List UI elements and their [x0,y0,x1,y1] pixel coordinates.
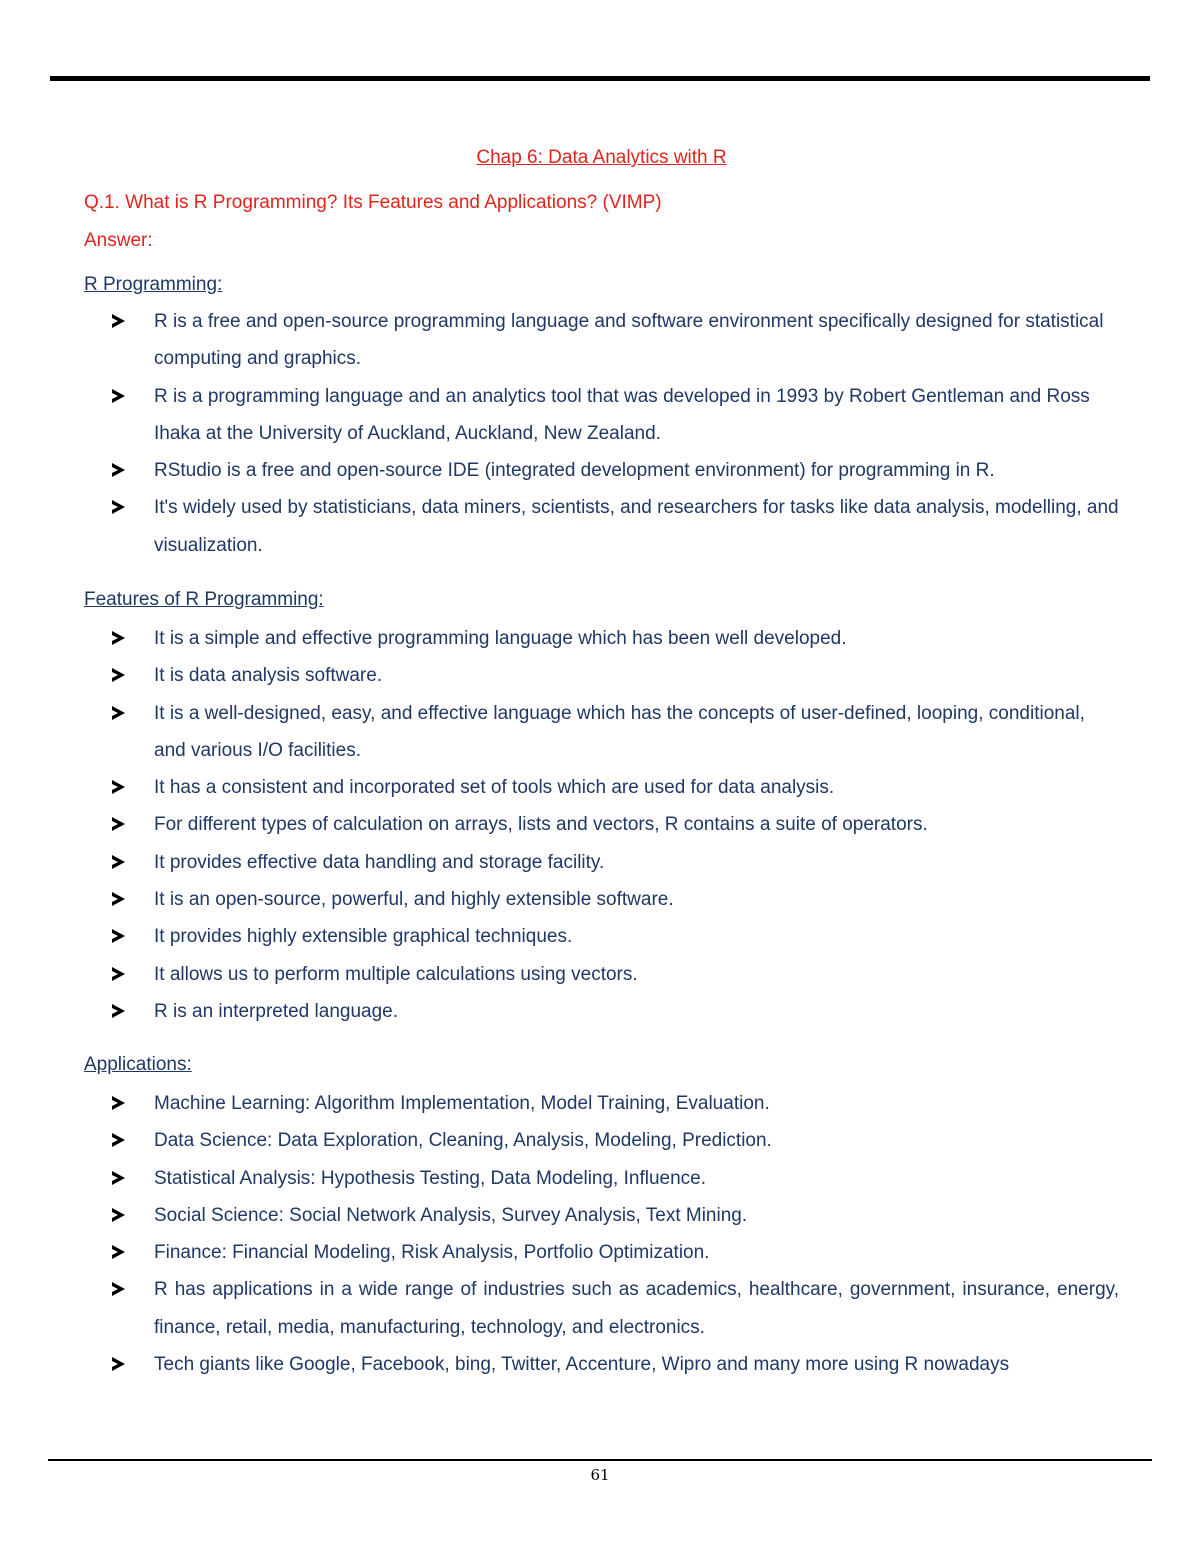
arrow-bullet-icon [112,389,125,403]
list-item: Machine Learning: Algorithm Implementation, Model Training, Evaluation. [84,1085,1119,1122]
applications-list [84,1085,1119,1383]
arrow-bullet-icon [112,500,125,514]
arrow-bullet-icon [112,463,125,477]
list-item: It is an open-source, powerful, and highly extensible software. [84,881,1119,918]
header-rule [50,76,1150,81]
arrow-bullet-icon [112,631,125,645]
r-programming-list [84,303,1119,564]
arrow-bullet-icon [112,967,125,981]
list-item: It is a simple and effective programming language which has been well developed. [84,620,1119,657]
list-item: It provides effective data handling and storage facility. [84,844,1119,881]
answer-label: Answer: [84,230,153,251]
arrow-bullet-icon [112,892,125,906]
arrow-bullet-icon [112,817,125,831]
chapter-title: Chap 6: Data Analytics with R [476,147,727,168]
list-item: Statistical Analysis: Hypothesis Testing, Data Modeling, Influence. [84,1160,1119,1197]
list-item: It has a consistent and incorporated set of tools which are used for data analysis. [84,769,1119,806]
arrow-bullet-icon [112,1245,125,1259]
section-heading-applications: Applications: [84,1054,192,1075]
list-item: Social Science: Social Network Analysis, Survey Analysis, Text Mining. [84,1197,1119,1234]
list-item: It's widely used by statisticians, data miners, scientists, and researchers for tasks like data analysis, modelling, and visualization. [84,489,1119,564]
arrow-bullet-icon [112,929,125,943]
arrow-bullet-icon [112,1208,125,1222]
list-item: Tech giants like Google, Facebook, bing, Twitter, Accenture, Wipro and many more using R nowadays [84,1346,1119,1383]
list-item: Data Science: Data Exploration, Cleaning, Analysis, Modeling, Prediction. [84,1122,1119,1159]
footer-rule [48,1459,1152,1461]
list-item: R has applications in a wide range of industries such as academics, healthcare, government, insurance, energy, finance, retail, media, manufacturing, technology, and electronics. [84,1271,1119,1346]
list-item: It is data analysis software. [84,657,1119,694]
arrow-bullet-icon [112,780,125,794]
arrow-bullet-icon [112,706,125,720]
arrow-bullet-icon [112,668,125,682]
list-item: R is an interpreted language. [84,993,1119,1030]
section-heading-features: Features of R Programming: [84,589,324,610]
arrow-bullet-icon [112,1004,125,1018]
arrow-bullet-icon [112,314,125,328]
list-item: RStudio is a free and open-source IDE (integrated development environment) for programming in R. [84,452,1119,489]
arrow-bullet-icon [112,1171,125,1185]
arrow-bullet-icon [112,1282,125,1296]
list-item: R is a free and open-source programming language and software environment specifically designed for statistical computing and graphics. [84,303,1119,378]
list-item: R is a programming language and an analytics tool that was developed in 1993 by Robert Gentleman and Ross Ihaka at the University of Auckland, Auckland, New Zealand. [84,378,1119,453]
list-item: It provides highly extensible graphical techniques. [84,918,1119,955]
list-item: It is a well-designed, easy, and effective language which has the concepts of user-defined, looping, conditional, and various I/O facilities. [84,695,1119,770]
page-number: 61 [590,1466,610,1484]
section-heading-r-programming: R Programming: [84,274,223,295]
list-item: Finance: Financial Modeling, Risk Analysis, Portfolio Optimization. [84,1234,1119,1271]
list-item: For different types of calculation on arrays, lists and vectors, R contains a suite of operators. [84,806,1119,843]
arrow-bullet-icon [112,1096,125,1110]
question-heading: Q.1. What is R Programming? Its Features and Applications? (VIMP) [84,192,662,213]
features-list [84,620,1119,1030]
list-item: It allows us to perform multiple calculations using vectors. [84,956,1119,993]
arrow-bullet-icon [112,855,125,869]
arrow-bullet-icon [112,1357,125,1371]
arrow-bullet-icon [112,1133,125,1147]
